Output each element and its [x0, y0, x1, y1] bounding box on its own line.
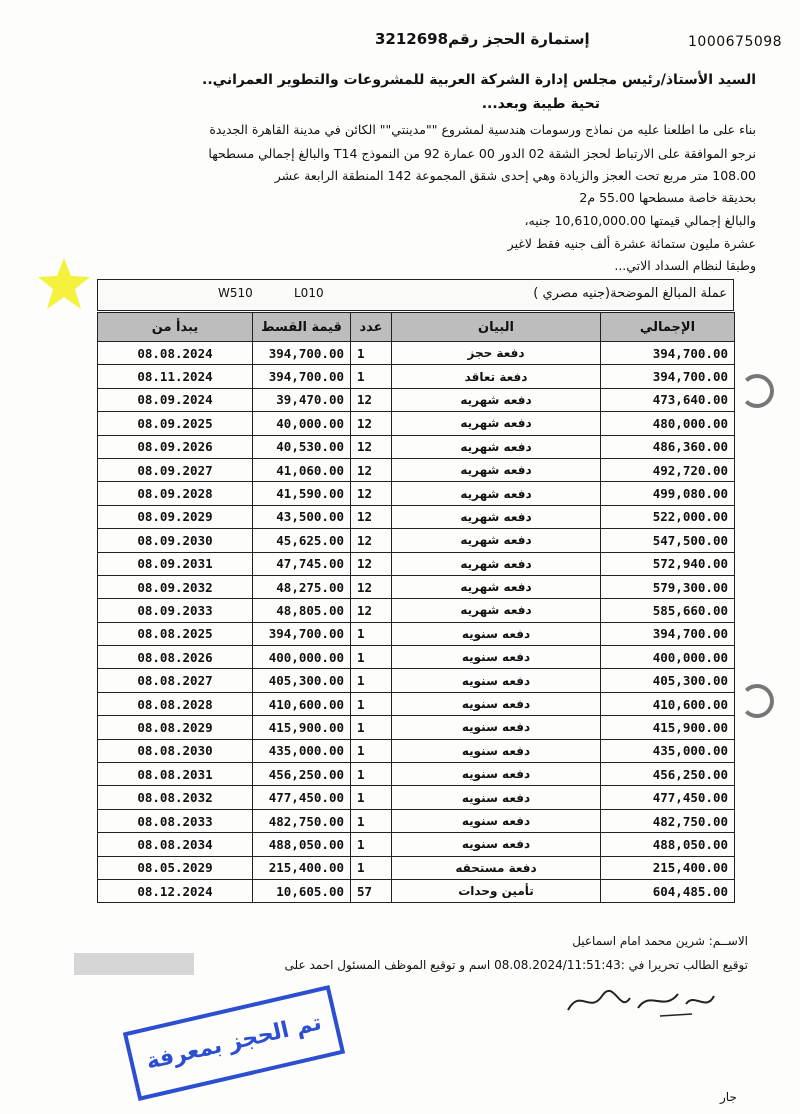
binder-ring-icon	[740, 374, 774, 408]
redacted-area	[74, 953, 194, 975]
cell-installment: 488,050.00	[253, 833, 351, 856]
cell-installment: 456,250.00	[253, 763, 351, 786]
cell-description: دفعه شهريه	[392, 435, 601, 458]
paragraph-line-6: عشرة مليون ستمائة عشرة ألف جنيه فقط لاغير	[507, 236, 756, 251]
table-row	[98, 763, 735, 786]
table-row	[98, 692, 735, 715]
cell-total: 547,500.00	[601, 529, 735, 552]
cell-total: 604,485.00	[601, 879, 735, 902]
cell-start-date: 08.09.2027	[98, 458, 253, 481]
cell-total: 415,900.00	[601, 716, 735, 739]
cell-count: 12	[351, 575, 392, 598]
cell-installment: 41,060.00	[253, 458, 351, 481]
cell-description: تأمين وحدات	[392, 879, 601, 902]
table-row	[98, 622, 735, 645]
cell-start-date: 08.09.2031	[98, 552, 253, 575]
cell-count: 57	[351, 879, 392, 902]
paragraph-line-3: 108.00 متر مربع تحت العجز والزيادة وهي إحدى شقق المجموعة 142 المنطقة الرابعة عشر	[274, 168, 756, 183]
currency-code-2: L010	[294, 286, 324, 300]
stamp-text: تم الحجز بمعرفة	[143, 1010, 324, 1075]
table-row	[98, 458, 735, 481]
cell-count: 12	[351, 599, 392, 622]
cell-count: 12	[351, 482, 392, 505]
form-title: إستمارة الحجز رقم3212698	[375, 30, 590, 48]
cell-installment: 215,400.00	[253, 856, 351, 879]
cell-start-date: 08.08.2031	[98, 763, 253, 786]
cell-installment: 477,450.00	[253, 786, 351, 809]
paragraph-line-7: وطبقا لنظام السداد الاتي...	[614, 258, 756, 273]
cell-total: 456,250.00	[601, 763, 735, 786]
cell-total: 499,080.00	[601, 482, 735, 505]
header-description: البيان	[392, 313, 601, 342]
cell-count: 12	[351, 435, 392, 458]
cell-start-date: 08.09.2026	[98, 435, 253, 458]
table-row	[98, 739, 735, 762]
cell-installment: 48,275.00	[253, 575, 351, 598]
cell-total: 572,940.00	[601, 552, 735, 575]
cell-count: 1	[351, 622, 392, 645]
cell-description: دفعه سنويه	[392, 669, 601, 692]
table-row	[98, 482, 735, 505]
table-row	[98, 809, 735, 832]
handwritten-signature	[560, 984, 720, 1024]
cell-total: 522,000.00	[601, 505, 735, 528]
cell-description: دفعه شهريه	[392, 412, 601, 435]
greeting-line: تحية طيبة وبعد...	[481, 96, 600, 112]
cell-start-date: 08.09.2028	[98, 482, 253, 505]
cell-count: 12	[351, 552, 392, 575]
cell-count: 1	[351, 365, 392, 388]
cell-start-date: 08.05.2029	[98, 856, 253, 879]
highlight-star-icon	[36, 256, 92, 312]
cell-total: 585,660.00	[601, 599, 735, 622]
cell-count: 12	[351, 458, 392, 481]
cell-installment: 47,745.00	[253, 552, 351, 575]
cell-total: 473,640.00	[601, 388, 735, 411]
cell-count: 1	[351, 809, 392, 832]
header-total: الإجمالي	[601, 313, 735, 342]
cell-installment: 410,600.00	[253, 692, 351, 715]
cell-installment: 400,000.00	[253, 646, 351, 669]
paragraph-line-4: بحديقة خاصة مسطحها 55.00 م2	[579, 190, 756, 205]
cell-count: 1	[351, 342, 392, 365]
table-row	[98, 575, 735, 598]
cell-start-date: 08.11.2024	[98, 365, 253, 388]
cell-start-date: 08.09.2032	[98, 575, 253, 598]
cell-total: 480,000.00	[601, 412, 735, 435]
cell-total: 482,750.00	[601, 809, 735, 832]
currency-box	[97, 279, 734, 311]
cell-description: دفعه سنويه	[392, 809, 601, 832]
table-row	[98, 435, 735, 458]
cell-count: 12	[351, 388, 392, 411]
cell-installment: 394,700.00	[253, 342, 351, 365]
cell-count: 1	[351, 786, 392, 809]
cell-total: 477,450.00	[601, 786, 735, 809]
cell-description: دفعه سنويه	[392, 739, 601, 762]
cell-start-date: 08.08.2034	[98, 833, 253, 856]
booking-stamp	[123, 985, 345, 1101]
table-row	[98, 412, 735, 435]
table-row	[98, 879, 735, 902]
cell-start-date: 08.08.2026	[98, 646, 253, 669]
payment-schedule-table	[97, 312, 735, 903]
cell-description: دفعه سنويه	[392, 646, 601, 669]
cell-description: دفعه شهريه	[392, 458, 601, 481]
paragraph-line-2: نرجو الموافقة على الارتباط لحجز الشقة 02 الدور 00 عمارة 92 من النموذج T14 والبالغ إجمالي مسطحها	[208, 146, 756, 161]
cell-start-date: 08.08.2025	[98, 622, 253, 645]
cell-start-date: 08.09.2024	[98, 388, 253, 411]
cell-installment: 435,000.00	[253, 739, 351, 762]
cell-count: 1	[351, 856, 392, 879]
header-installment: قيمة القسط	[253, 313, 351, 342]
cell-description: دفعه سنويه	[392, 692, 601, 715]
customer-name-line: الاســم: شرين محمد امام اسماعيل	[572, 934, 748, 948]
cell-count: 1	[351, 716, 392, 739]
cell-start-date: 08.08.2027	[98, 669, 253, 692]
cell-description: دفعه شهريه	[392, 505, 601, 528]
cell-total: 486,360.00	[601, 435, 735, 458]
cell-total: 394,700.00	[601, 342, 735, 365]
reference-number: 1000675098	[688, 34, 783, 50]
table-row	[98, 342, 735, 365]
cell-installment: 48,805.00	[253, 599, 351, 622]
cell-count: 1	[351, 692, 392, 715]
cell-installment: 405,300.00	[253, 669, 351, 692]
cell-start-date: 08.09.2029	[98, 505, 253, 528]
cell-start-date: 08.08.2024	[98, 342, 253, 365]
table-row	[98, 646, 735, 669]
cell-total: 579,300.00	[601, 575, 735, 598]
table-header-row	[98, 313, 735, 342]
cell-total: 410,600.00	[601, 692, 735, 715]
cell-installment: 41,590.00	[253, 482, 351, 505]
cell-start-date: 08.08.2029	[98, 716, 253, 739]
table-row	[98, 599, 735, 622]
paragraph-line-1: بناء على ما اطلعنا عليه من نماذج ورسومات هندسية لمشروع ""مدينتي"" الكائن في مدينة القاهرة الجديدة	[209, 122, 756, 137]
cell-count: 1	[351, 763, 392, 786]
cell-installment: 10,605.00	[253, 879, 351, 902]
cell-installment: 482,750.00	[253, 809, 351, 832]
cell-total: 394,700.00	[601, 622, 735, 645]
cell-count: 1	[351, 669, 392, 692]
cell-count: 12	[351, 505, 392, 528]
cell-description: دفعه شهريه	[392, 529, 601, 552]
cell-total: 215,400.00	[601, 856, 735, 879]
cell-total: 488,050.00	[601, 833, 735, 856]
cell-start-date: 08.09.2033	[98, 599, 253, 622]
currency-code-1: W510	[218, 286, 253, 300]
cell-start-date: 08.08.2033	[98, 809, 253, 832]
header-start-date: يبدأ من	[98, 313, 253, 342]
cell-total: 400,000.00	[601, 646, 735, 669]
cell-description: دفعة حجز	[392, 342, 601, 365]
cell-installment: 43,500.00	[253, 505, 351, 528]
cell-start-date: 08.08.2030	[98, 739, 253, 762]
table-row	[98, 716, 735, 739]
cell-installment: 394,700.00	[253, 622, 351, 645]
cell-start-date: 08.08.2028	[98, 692, 253, 715]
cell-installment: 394,700.00	[253, 365, 351, 388]
table-row	[98, 505, 735, 528]
addressee-line: السيد الأستاذ/رئيس مجلس إدارة الشركة العربية للمشروعات والتطوير العمراني..	[202, 72, 756, 88]
table-row	[98, 529, 735, 552]
cell-start-date: 08.12.2024	[98, 879, 253, 902]
cell-start-date: 08.08.2032	[98, 786, 253, 809]
cell-description: دفعه سنويه	[392, 763, 601, 786]
cell-description: دفعه سنويه	[392, 786, 601, 809]
cell-description: دفعه سنويه	[392, 716, 601, 739]
cell-start-date: 08.09.2030	[98, 529, 253, 552]
cell-installment: 45,625.00	[253, 529, 351, 552]
cell-description: دفعه سنويه	[392, 622, 601, 645]
cell-description: دفعه شهريه	[392, 482, 601, 505]
paragraph-line-5: والبالغ إجمالي قيمتها 10,610,000.00 جنيه،	[524, 213, 756, 228]
cell-description: دفعه شهريه	[392, 388, 601, 411]
table-row	[98, 552, 735, 575]
table-row	[98, 388, 735, 411]
cell-count: 1	[351, 833, 392, 856]
cell-start-date: 08.09.2025	[98, 412, 253, 435]
cell-installment: 40,000.00	[253, 412, 351, 435]
cell-description: دفعة مستحقه	[392, 856, 601, 879]
cell-description: دفعه شهريه	[392, 599, 601, 622]
signature-line: توقيع الطالب تحريرا في :08.08.2024/11:51:43 اسم و توقيع الموظف المسئول احمد على	[284, 958, 748, 972]
binder-ring-icon	[740, 684, 774, 718]
cell-installment: 415,900.00	[253, 716, 351, 739]
cell-description: دفعة تعاقد	[392, 365, 601, 388]
table-row	[98, 856, 735, 879]
cell-description: دفعه شهريه	[392, 575, 601, 598]
table-row	[98, 365, 735, 388]
cell-total: 405,300.00	[601, 669, 735, 692]
page-mark: جار	[720, 1090, 737, 1104]
table-row	[98, 669, 735, 692]
cell-installment: 39,470.00	[253, 388, 351, 411]
cell-description: دفعه سنويه	[392, 833, 601, 856]
currency-label: عملة المبالغ الموضحة(جنيه مصري )	[533, 286, 727, 301]
cell-count: 1	[351, 739, 392, 762]
cell-total: 435,000.00	[601, 739, 735, 762]
cell-description: دفعه شهريه	[392, 552, 601, 575]
cell-total: 394,700.00	[601, 365, 735, 388]
cell-installment: 40,530.00	[253, 435, 351, 458]
cell-count: 1	[351, 646, 392, 669]
header-count: عدد	[351, 313, 392, 342]
cell-count: 12	[351, 529, 392, 552]
cell-count: 12	[351, 412, 392, 435]
table-row	[98, 833, 735, 856]
table-row	[98, 786, 735, 809]
cell-total: 492,720.00	[601, 458, 735, 481]
